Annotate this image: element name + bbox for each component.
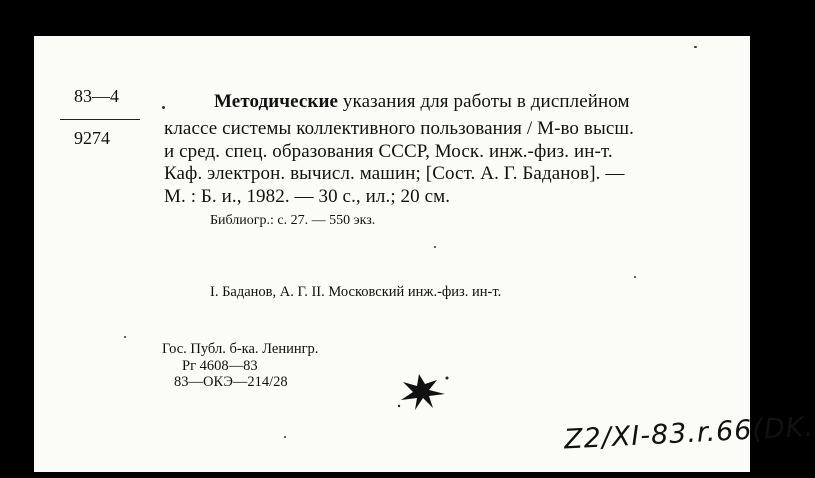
speck — [434, 246, 436, 248]
bibliography-note: Библиогр.: с. 27. — 550 экз. — [210, 213, 376, 228]
imprint-line: М. : Б. и., 1982. — 30 с., ил.; 20 см. — [164, 186, 451, 207]
title-line-3: и сред. спец. образования СССР, Моск. инж.-физ. ин-т. — [164, 141, 613, 162]
title-line-1 — [214, 91, 630, 113]
ink-blot — [389, 366, 459, 416]
title-line-4: Каф. электрон. вычисл. машин; [Сост. А. Г. Баданов]. — — [164, 163, 625, 184]
speck — [162, 106, 165, 109]
registration-number-2: 83—ОКЭ—214/28 — [174, 374, 288, 390]
call-number-bottom: 9274 — [74, 128, 110, 148]
speck — [124, 336, 126, 338]
catalog-card — [34, 36, 815, 472]
speck — [694, 46, 697, 48]
registration-number-1: Рг 4608—83 — [182, 358, 258, 374]
call-number-divider — [60, 119, 140, 120]
title-bold: Методические — [214, 91, 339, 112]
call-number-top: 83—4 — [74, 86, 119, 106]
title-line-1-rest: указания для работы в дисплейном — [342, 91, 630, 112]
speck — [284, 436, 286, 438]
library-name: Гос. Публ. б-ка. Ленингр. — [162, 341, 319, 357]
handwritten-note: Z2/XI-83.r.66(DK. — [563, 411, 815, 456]
added-entries: I. Баданов, А. Г. II. Московский инж.-физ. ин-т. — [210, 284, 502, 300]
title-line-2: классе системы коллективного пользования / М-во высш. — [164, 118, 634, 139]
speck — [634, 276, 636, 278]
